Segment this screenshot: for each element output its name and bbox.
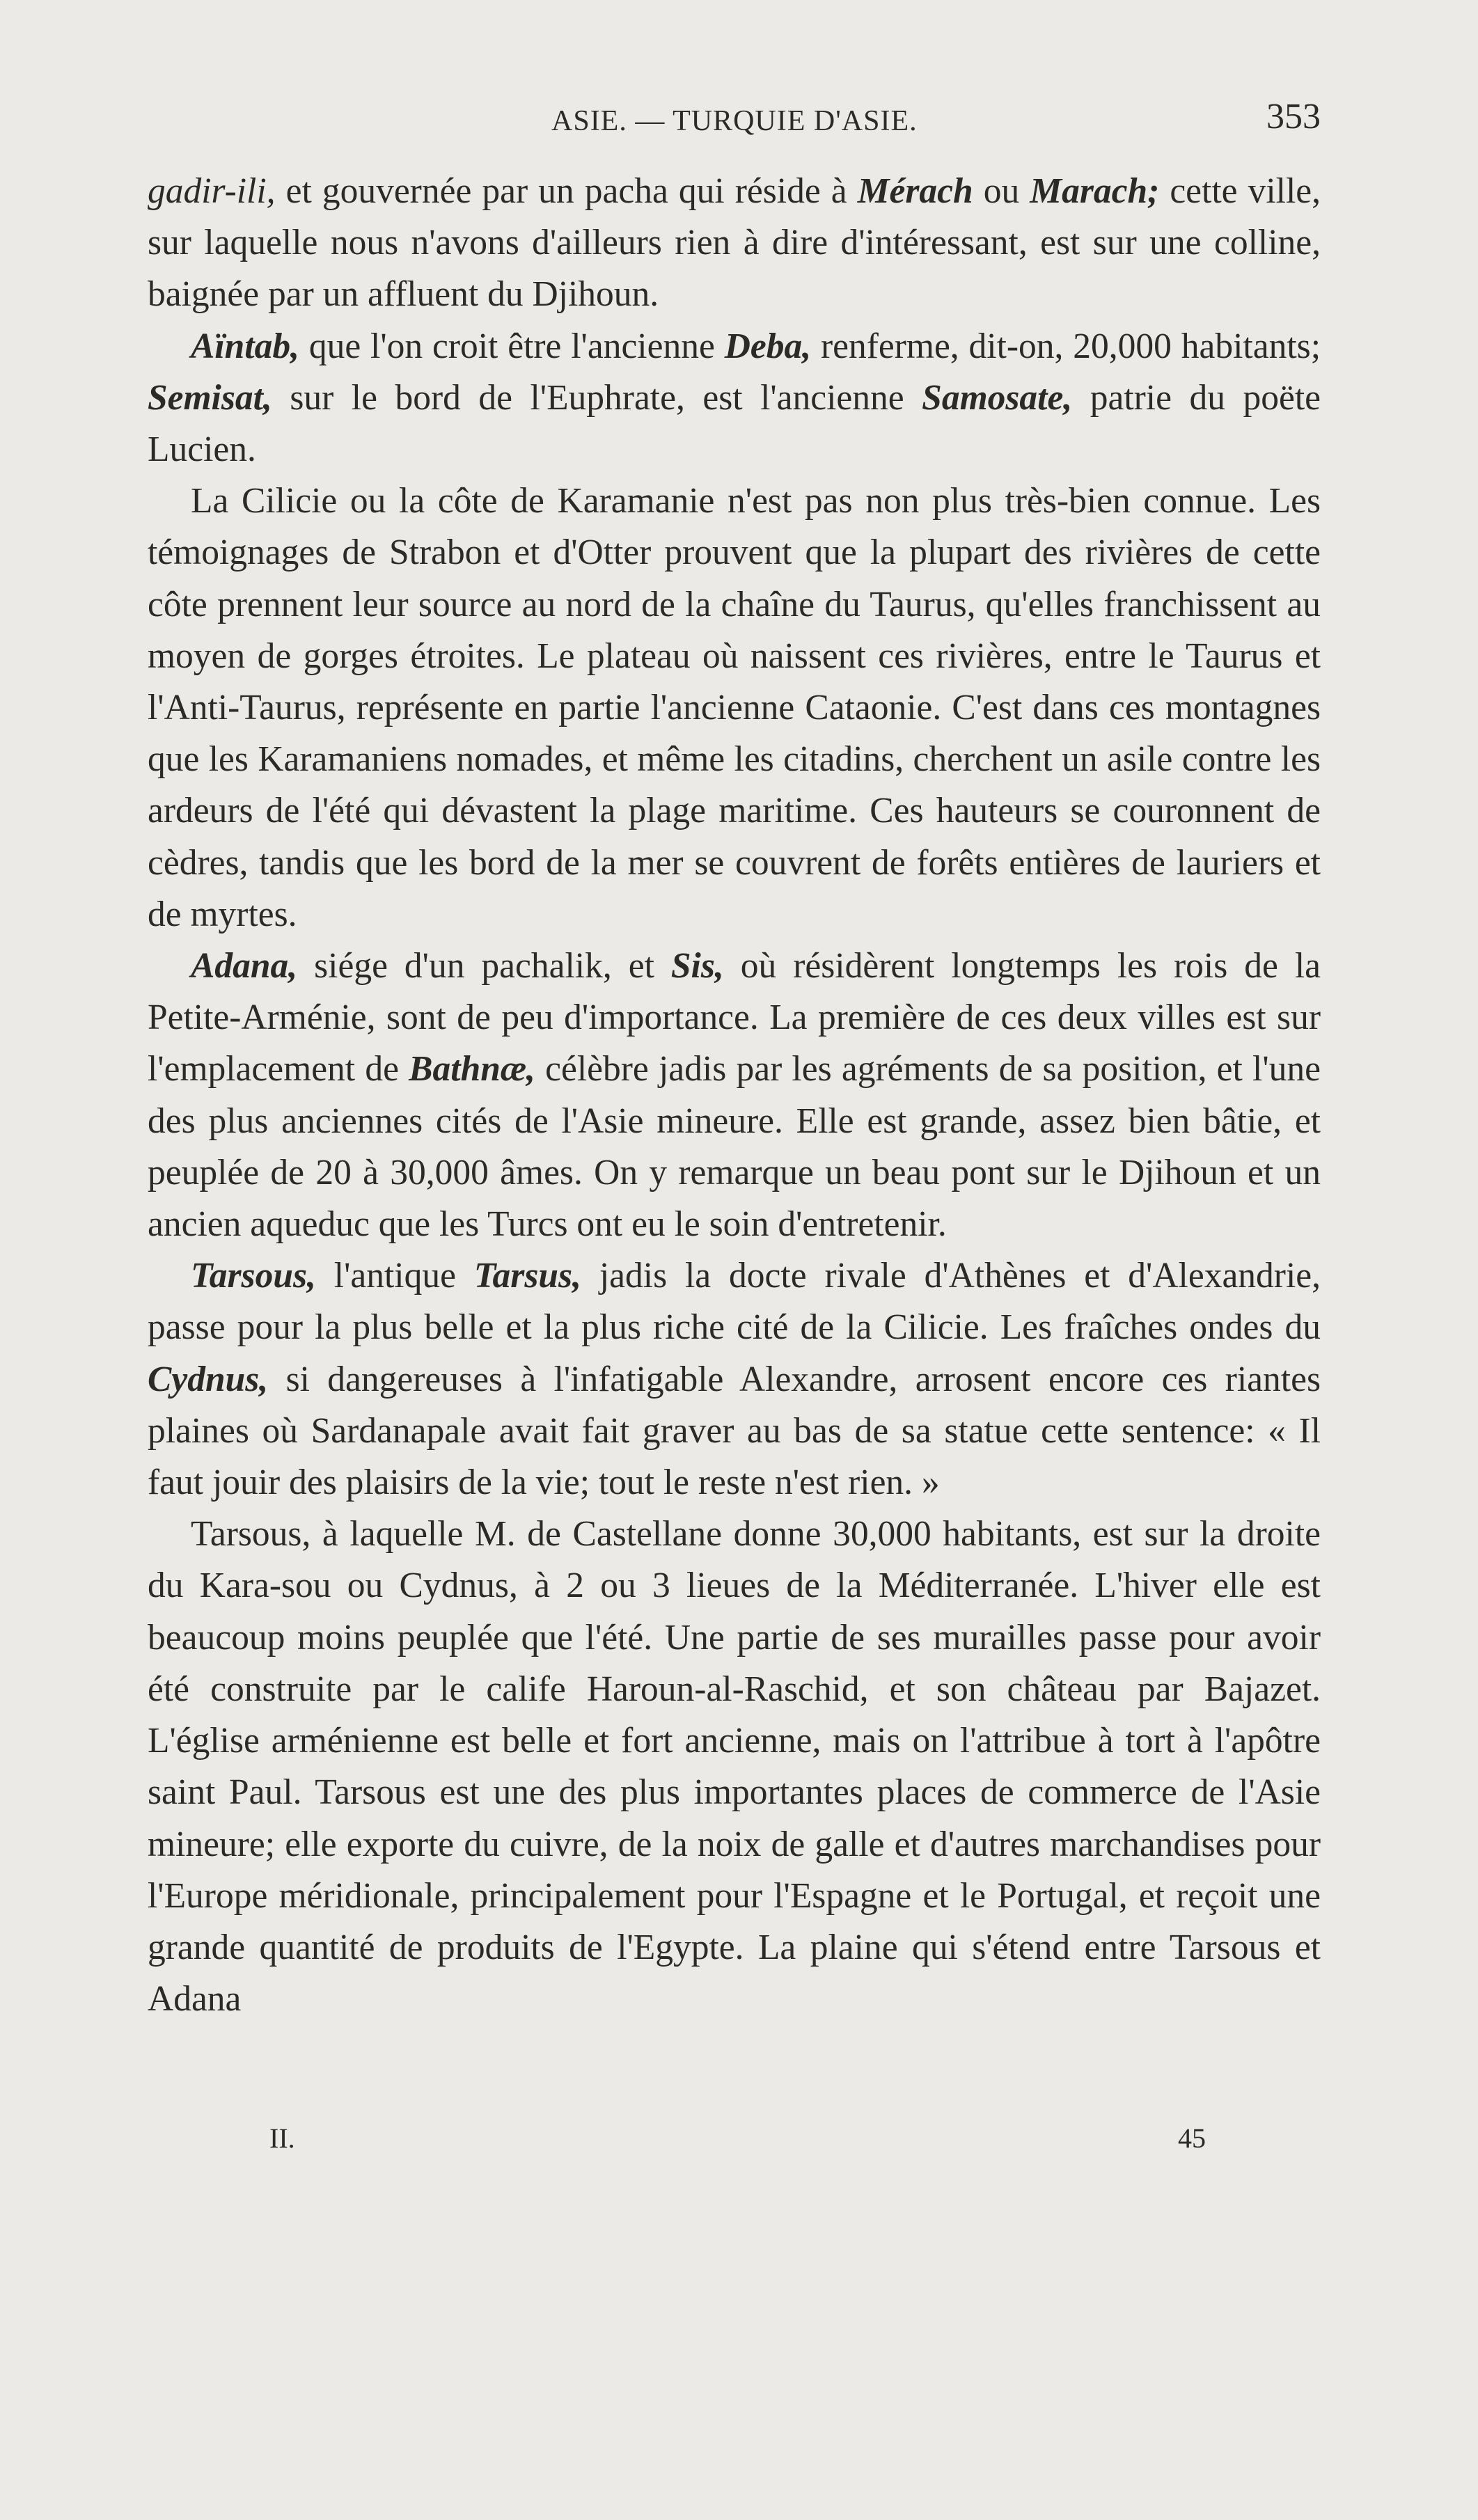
paragraph-4	[148, 940, 1321, 1250]
volume-mark: II.	[269, 2123, 295, 2154]
place-name: gadir-ili,	[148, 171, 276, 211]
signature-mark: 45	[1178, 2123, 1206, 2154]
place-name: Aïntab,	[191, 326, 299, 366]
text-run: jadis la docte rivale d'Athènes et d'Alexandrie, passe pour la plus belle et la plus riche cité de la Cilicie. Les fraîches ondes du	[148, 1256, 1321, 1348]
text-run: et gouvernée par un pacha qui réside à	[275, 171, 858, 211]
place-name: Semisat,	[148, 377, 272, 418]
text-run: célèbre jadis par les agréments de sa position, et l'une des plus anciennes cités de l'Asie mineure. Elle est grande, assez bien bâtie, et peuplée de 20 à 30,000 âmes. On y remarque un beau pont sur le Djihoun et un ancien aqueduc que les Turcs ont eu le soin d'entretenir.	[148, 1049, 1321, 1245]
page-number: 353	[1266, 97, 1321, 136]
paragraph-3	[148, 475, 1321, 940]
place-name: Marach;	[1030, 171, 1160, 211]
text-run: l'antique	[315, 1256, 474, 1296]
place-name: Adana,	[191, 946, 298, 986]
place-name: Tarsous,	[191, 1256, 316, 1296]
text-run: sur le bord de l'Euphrate, est l'ancienne	[272, 377, 922, 418]
text-run: patrie du poëte Lucien.	[148, 377, 1321, 470]
paragraph-2	[148, 321, 1321, 476]
paragraph-5	[148, 1250, 1321, 1509]
body-text	[148, 166, 1321, 2025]
place-name: Cydnus,	[148, 1359, 269, 1399]
place-name: Bathnæ,	[409, 1049, 535, 1089]
place-name: Sis,	[670, 946, 724, 986]
text-run: Tarsous, à laquelle M. de Castellane donne 30,000 habitants, est sur la droite du Kara-sou ou Cydnus, à 2 ou 3 lieues de la Méditerranée. L'hiver elle est beaucoup moins peuplée que l'été. Une partie de ses murailles passe pour avoir été construite par le calife Haroun-al-Raschid, et son château par Bajazet. L'église arménienne est belle et fort ancienne, mais on l'attribue à tort à l'apôtre saint Paul. Tarsous est une des plus importantes places de commerce de l'Asie mineure; elle exporte du cuivre, de la noix de galle et d'autres marchandises pour l'Europe méridionale, principalement pour l'Espagne et le Portugal, et reçoit une grande quantité de produits de l'Egypte. La plaine qui s'étend entre Tarsous et Adana	[148, 1514, 1321, 2019]
text-run: si dangereuses à l'infatigable Alexandre, arrosent encore ces riantes plaines où Sardanapale avait fait graver au bas de sa statue cette sentence: « Il faut jouir des plaisirs de la vie; tout le reste n'est rien. »	[148, 1359, 1321, 1503]
paragraph-6	[148, 1509, 1321, 2025]
text-run: cette ville, sur laquelle nous n'avons d'ailleurs rien à dire d'intéressant, est sur une colline, baignée par un affluent du Djihoun.	[148, 171, 1321, 315]
text-run: renferme, dit-on, 20,000 habitants;	[811, 326, 1321, 366]
place-name: Mérach	[857, 171, 973, 211]
page-header	[148, 96, 1321, 145]
place-name: Tarsus,	[473, 1256, 581, 1296]
text-run: siége d'un pachalik, et	[297, 946, 671, 986]
running-title: ASIE. — TURQUIE D'ASIE.	[551, 105, 918, 137]
paragraph-1	[148, 166, 1321, 321]
place-name: Samosate,	[922, 377, 1073, 418]
place-name: Deba,	[724, 326, 812, 366]
text-run: La Cilicie ou la côte de Karamanie n'est pas non plus très-bien connue. Les témoignages de Strabon et d'Otter prouvent que la plupart des rivières de cette côte prennent leur source au nord de la chaîne du Taurus, qu'elles franchissent au moyen de gorges étroites. Le plateau où naissent ces rivières, entre le Taurus et l'Anti-Taurus, représente en partie l'ancienne Cataonie. C'est dans ces montagnes que les Karamaniens nomades, et même les citadins, cherchent un asile contre les ardeurs de l'été qui dévastent la plage maritime. Ces hauteurs se couronnent de cèdres, tandis que les bord de la mer se couvrent de forêts entières de lauriers et de myrtes.	[148, 481, 1321, 934]
text-run: où résidèrent longtemps les rois de la Petite-Arménie, sont de peu d'importance. La première de ces deux villes est sur l'emplacement de	[148, 946, 1321, 1089]
text-run: ou	[973, 171, 1030, 211]
text-run: que l'on croit être l'ancienne	[299, 326, 725, 366]
page-footer	[148, 2122, 1321, 2164]
